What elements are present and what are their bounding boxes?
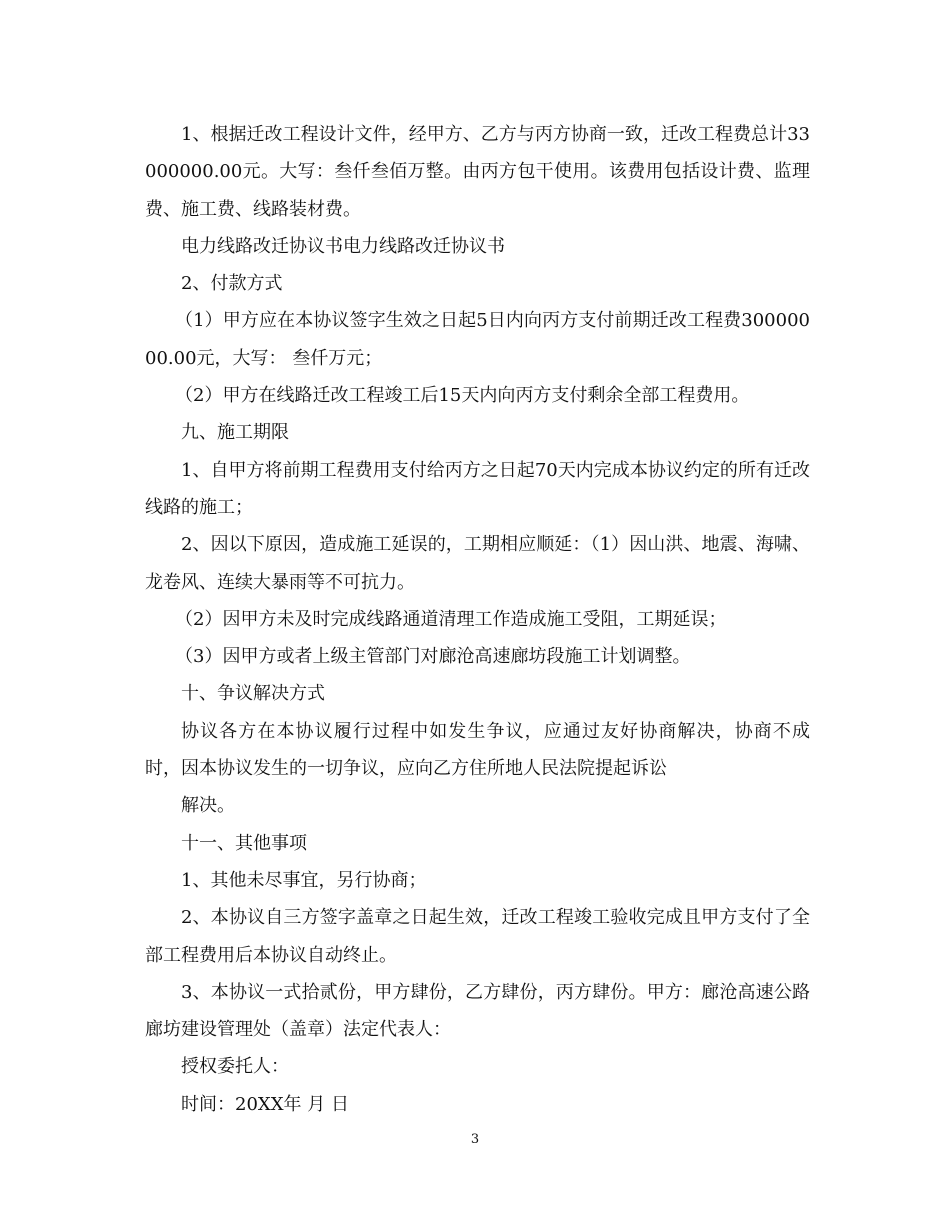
clause-payment-2: （2）甲方在线路迁改工程竣工后15天内向丙方支付剩余全部工程费用。	[175, 385, 750, 407]
clause-schedule-2: 2、因以下原因，造成施工延误的，工期相应顺延：（1）因山洪、地震、海啸、龙卷风、连续大暴雨等不可抗力。	[145, 534, 810, 593]
clause-dispute: 协议各方在本协议履行过程中如发生争议，应通过友好协商解决，协商不成时，因本协议发生的一切争议，应向乙方住所地人民法院提起诉讼	[145, 720, 810, 780]
clause-schedule-2-item-2: （2）因甲方未及时完成线路通道清理工作造成施工受阻，工期延误；	[175, 608, 727, 630]
clause-payment-1: （1）甲方应在本协议签字生效之日起5日内向丙方支付前期迁改工程费30000000.00元，大写： 叁仟万元；	[145, 310, 810, 369]
clause-other-1: 1、其他未尽事宜，另行协商；	[181, 869, 427, 891]
section-eleven-heading: 十一、其他事项	[181, 832, 307, 854]
clause-fee-total: 1、根据迁改工程设计文件，经甲方、乙方与丙方协商一致，迁改工程费总计33000000.00元。大写：叁仟叁佰万整。由丙方包干使用。该费用包括设计费、监理费、施工费、线路装材费。	[145, 124, 810, 220]
clause-schedule-2-item-3: （3）因甲方或者上级主管部门对廊沧高速廊坊段施工计划调整。	[175, 646, 691, 668]
section-payment-heading: 2、付款方式	[181, 273, 283, 295]
authorized-agent-line: 授权委托人：	[181, 1056, 289, 1078]
document-body	[145, 116, 810, 1123]
section-ten-heading: 十、争议解决方式	[181, 683, 325, 705]
page-number: 3	[470, 1132, 480, 1147]
section-nine-heading: 九、施工期限	[181, 422, 289, 444]
clause-other-3: 3、本协议一式拾贰份，甲方肆份，乙方肆份，丙方肆份。甲方：廊沧高速公路廊坊建设管理处（盖章）法定代表人：	[145, 981, 810, 1041]
clause-schedule-1: 1、自甲方将前期工程费用支付给丙方之日起70天内完成本协议约定的所有迁改线路的施工；	[145, 459, 810, 518]
clause-other-2: 2、本协议自三方签字盖章之日起生效，迁改工程竣工验收完成且甲方支付了全部工程费用后本协议自动终止。	[145, 907, 810, 966]
date-line: 时间：20XX年 月 日	[181, 1093, 349, 1115]
clause-dispute-cont: 解决。	[181, 795, 235, 817]
doc-title-repeat: 电力线路改迁协议书电力线路改迁协议书	[181, 235, 505, 257]
